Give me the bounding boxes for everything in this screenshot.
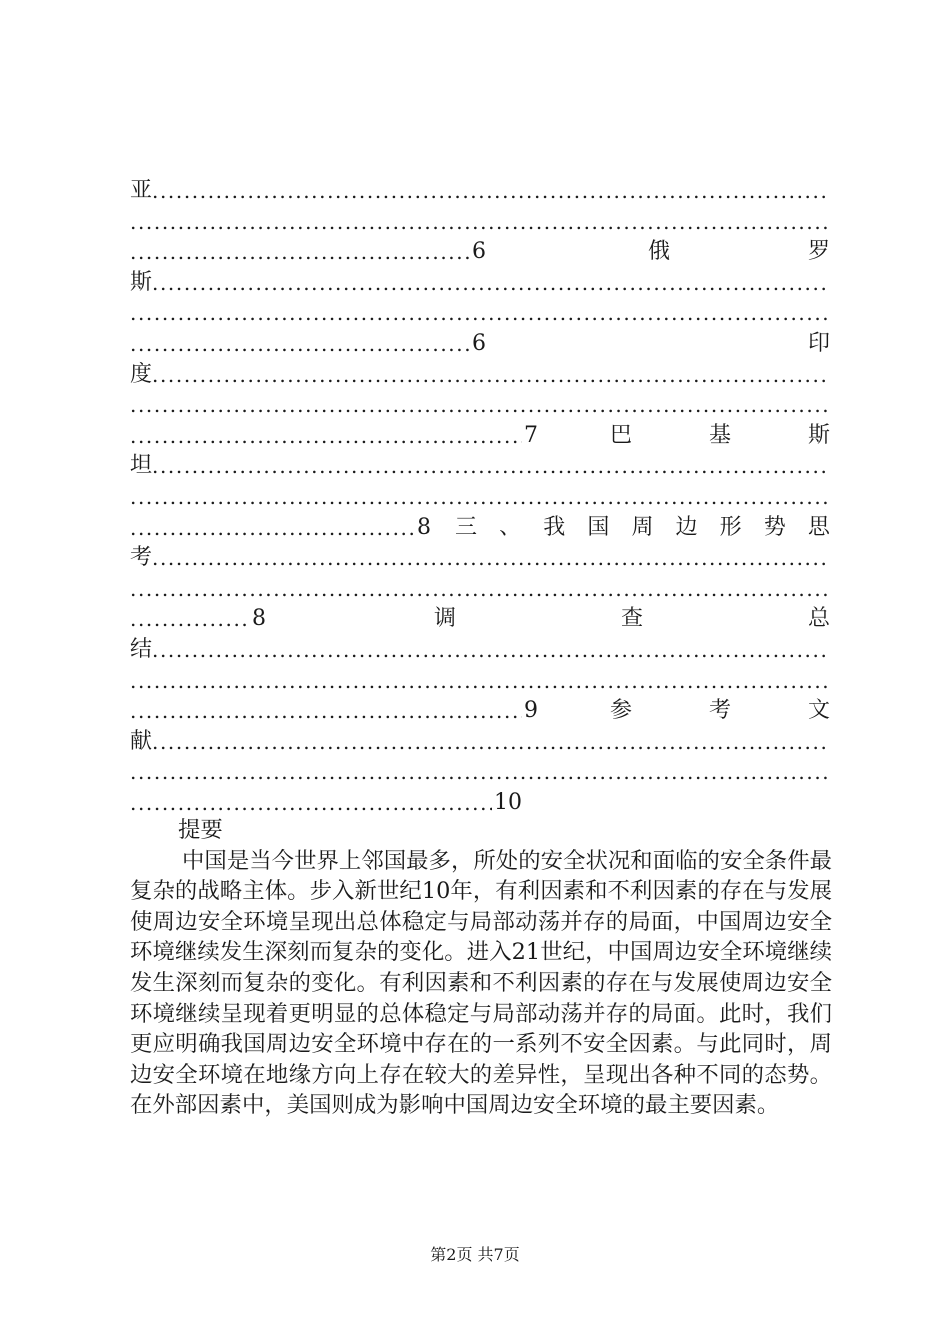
toc-next-char: 查 [620,606,643,632]
toc-line [130,513,830,544]
toc-line [130,360,830,391]
toc-leader [152,176,830,207]
toc-page-number: 7 [524,422,538,448]
toc-leader [152,451,830,482]
toc-line [130,207,830,238]
toc-line [130,788,830,819]
toc-leader [130,390,830,421]
toc-label: 度 [130,361,153,387]
toc-next-char: 国 [587,514,610,540]
toc-next-char: 周 [631,514,654,540]
toc-page-number: 9 [524,698,538,724]
toc-next-char: 形 [719,514,742,540]
toc-label: 献 [130,728,153,754]
toc-line [130,390,830,421]
toc-line [130,298,830,329]
toc-label: 坦 [130,453,153,479]
toc-leader [130,513,415,544]
toc-leader [130,604,250,635]
toc-next-char: 印 [807,330,830,356]
toc-leader [152,268,830,299]
toc-next-char: 斯 [807,422,830,448]
toc-next-char: 文 [807,698,830,724]
toc-next-char: 边 [675,514,698,540]
abstract-paragraph: 中国是当今世界上邻国最多，所处的安全状况和面临的安全条件最复杂的战略主体。步入新世纪10年，有利因素和不利因素的存在与发展使周边安全环境呈现出总体稳定与局部动荡并存的局面，中国周边安全环境继续发生深刻而复杂的变化。进入21世纪，中国周边安全环境继续发生深刻而复杂的变化。有利因素和不利因素的存在与发展使周边安全环境继续呈现着更明显的总体稳定与局部动荡并存的局面。此时，我们更应明确我国周边安全环境中存在的一系列不安全因素。与此同时，周边安全环境在地缘方向上存在较大的差异性，呈现出各种不同的态势。在外部因素中，美国则成为影响中国周边安全环境的最主要因素。 [130,847,832,1119]
toc-next-char: 基 [708,422,731,448]
page-footer: 第2页 共7页 [430,1245,520,1264]
toc-line [130,421,830,452]
toc-line [130,329,830,360]
toc-line [130,666,830,697]
abstract-heading: 提要 [178,817,223,843]
toc-line [130,482,830,513]
toc-leader [130,207,830,238]
toc-leader [130,666,830,697]
toc-leader [152,360,830,391]
toc-next-char: 巴 [610,422,633,448]
toc-label: 亚 [130,178,153,203]
toc-line [130,543,830,574]
toc-leader [130,482,830,513]
toc-leader [130,237,470,268]
toc-next-char: 俄 [648,239,671,265]
toc-line [130,451,830,482]
toc-page-number: 8 [252,606,266,632]
toc-leader [152,727,830,758]
toc-leader [130,329,470,360]
toc-line [130,635,830,666]
toc-next-char: 三 [455,514,478,540]
toc-line [130,696,830,727]
toc-next-char: 思 [807,514,830,540]
toc-leader [130,574,830,605]
toc-next-char: 调 [434,606,457,632]
toc-next-char: 罗 [807,239,830,265]
table-of-contents [130,176,830,818]
toc-line [130,727,830,758]
toc-next-char: 、 [499,514,522,540]
toc-leader [130,421,522,452]
toc-line [130,237,830,268]
toc-page-number: 10 [494,789,522,815]
toc-leader [152,635,830,666]
toc-line [130,268,830,299]
abstract-section [130,815,832,1121]
toc-page-number: 6 [472,330,486,356]
toc-page-number: 6 [472,239,486,265]
toc-leader [130,757,830,788]
toc-leader [130,788,492,819]
toc-label: 结 [130,636,153,662]
toc-next-char: 总 [807,606,830,632]
toc-next-char: 势 [763,514,786,540]
toc-line [130,604,830,635]
toc-label: 考 [130,545,153,571]
toc-leader [152,543,830,574]
toc-line [130,757,830,788]
toc-page-number: 8 [417,514,431,540]
toc-label: 斯 [130,269,153,295]
toc-next-char: 我 [543,514,566,540]
toc-leader [130,696,522,727]
toc-line [130,574,830,605]
toc-leader [130,298,830,329]
toc-next-char: 参 [610,698,633,724]
toc-line [130,176,830,207]
toc-next-char: 考 [708,698,731,724]
